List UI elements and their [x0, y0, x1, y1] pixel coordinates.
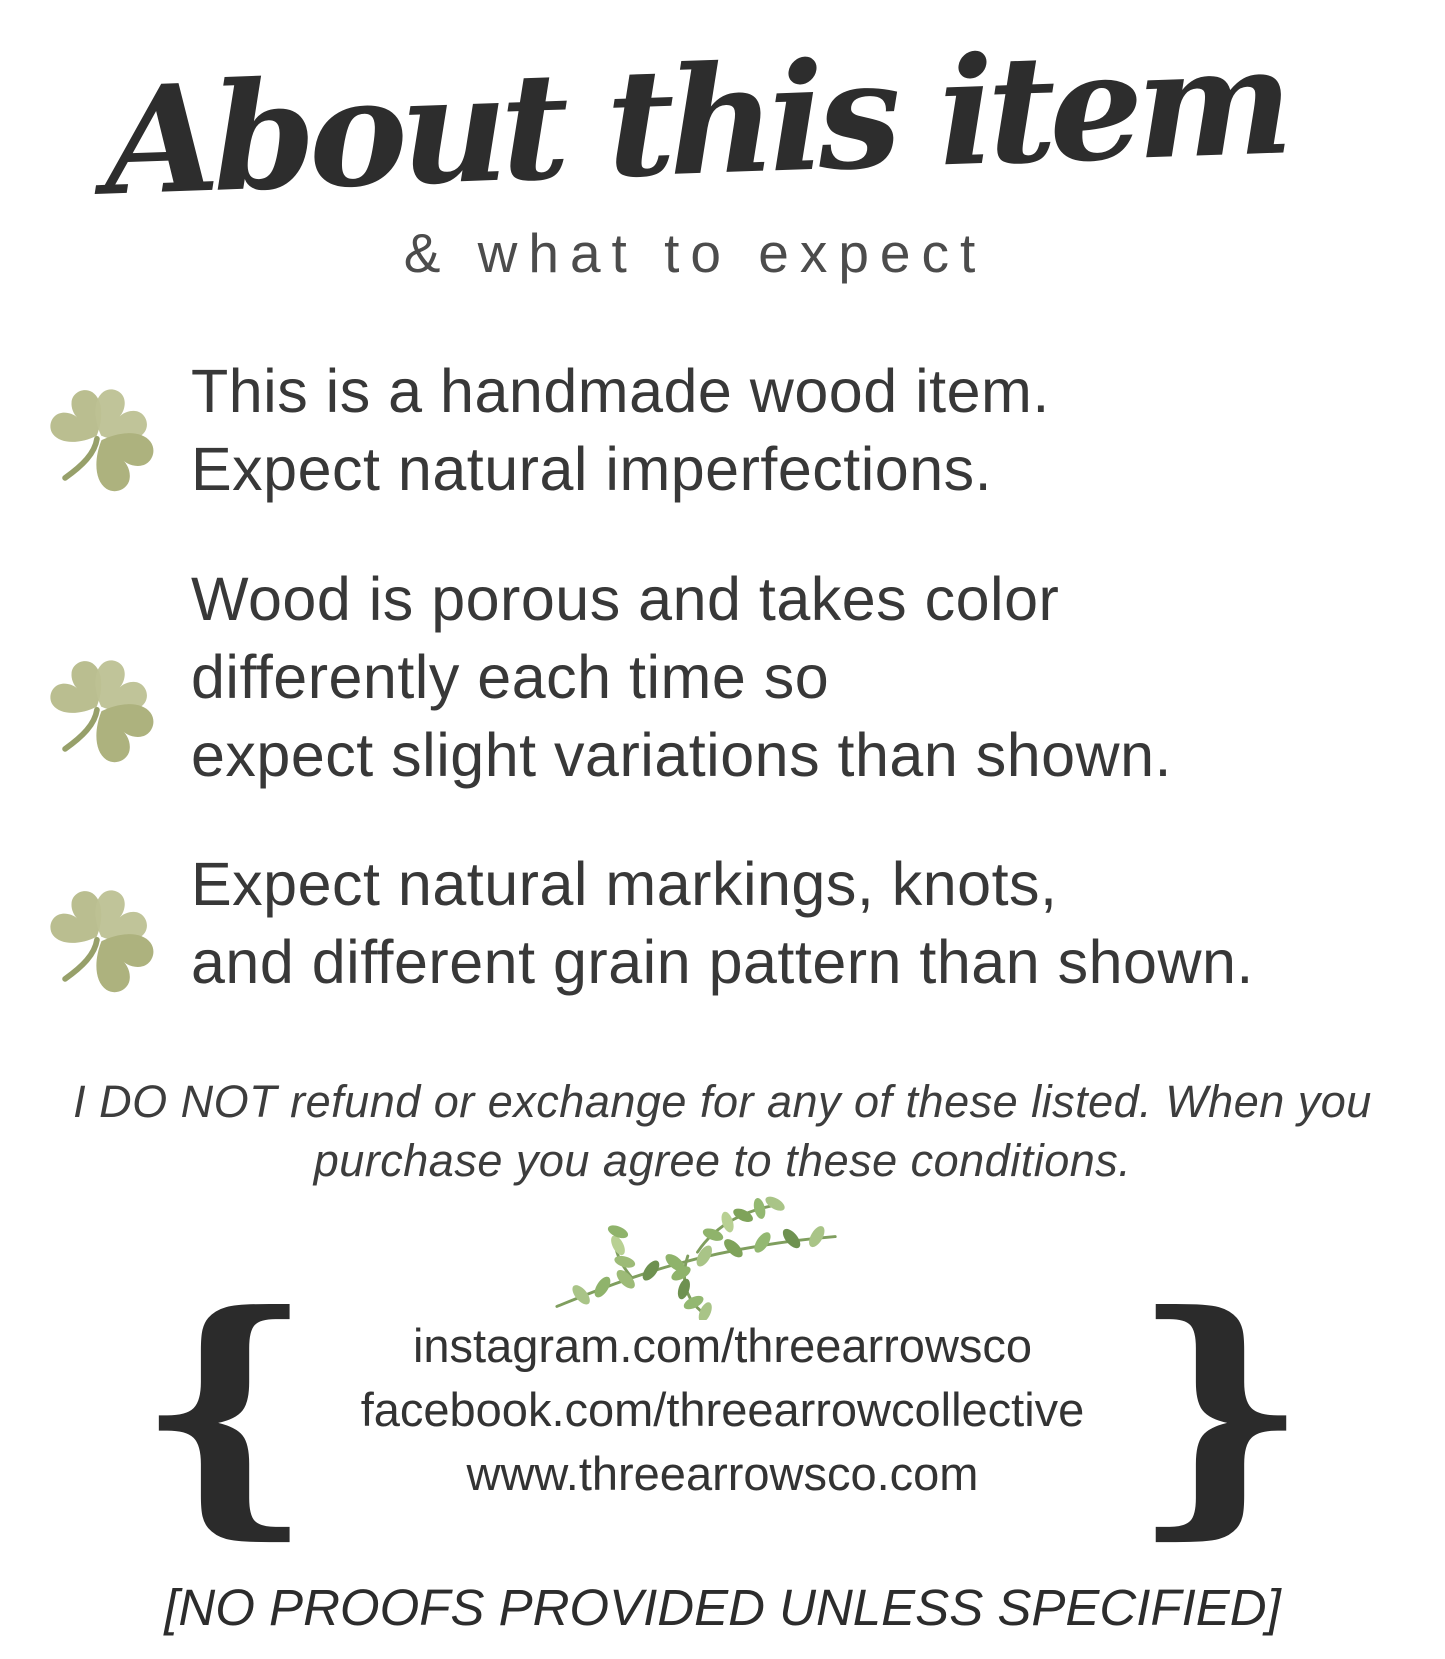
disclaimer-line: purchase you agree to these conditions.	[313, 1135, 1132, 1186]
bullet-text	[191, 845, 1254, 1001]
facebook-link: facebook.com/threearrowcollective	[360, 1383, 1085, 1436]
header	[0, 14, 1445, 285]
page-subtitle: & what to expect	[403, 221, 987, 284]
clover-icon	[35, 875, 163, 1022]
social-links	[308, 1314, 1138, 1506]
bullet-text-line: expect slight variations than shown.	[191, 721, 1172, 789]
disclaimer-line: I DO NOT refund or exchange for any of these listed. When you	[73, 1076, 1372, 1127]
bullet-text-line: Wood is porous and takes color	[191, 565, 1060, 633]
bullet-text-line: This is a handmade wood item.	[191, 357, 1050, 425]
left-brace: {	[134, 1258, 315, 1561]
bullet-text-line: differently each time so	[191, 643, 830, 711]
footer-note: [NO PROOFS PROVIDED UNLESS SPECIFIED]	[164, 1579, 1281, 1636]
bullet-text	[191, 560, 1172, 794]
instagram-link: instagram.com/threearrowsco	[412, 1319, 1033, 1372]
social-links-block	[134, 1258, 1311, 1561]
bullet-item	[35, 845, 1254, 1022]
bullet-text	[191, 352, 1050, 508]
website-link: www.threearrowsco.com	[466, 1447, 979, 1500]
bullet-item	[35, 560, 1172, 794]
bullet-text-line: Expect natural markings, knots,	[191, 850, 1058, 918]
page-title: About this item	[101, 13, 1289, 229]
bullet-text-line: and different grain pattern than shown.	[191, 928, 1254, 996]
right-brace: }	[1130, 1258, 1311, 1561]
refund-disclaimer	[0, 1072, 1445, 1190]
bullet-item	[35, 352, 1050, 521]
bullet-text-line: Expect natural imperfections.	[191, 435, 993, 503]
clover-icon	[35, 374, 163, 521]
clover-icon	[35, 645, 163, 792]
